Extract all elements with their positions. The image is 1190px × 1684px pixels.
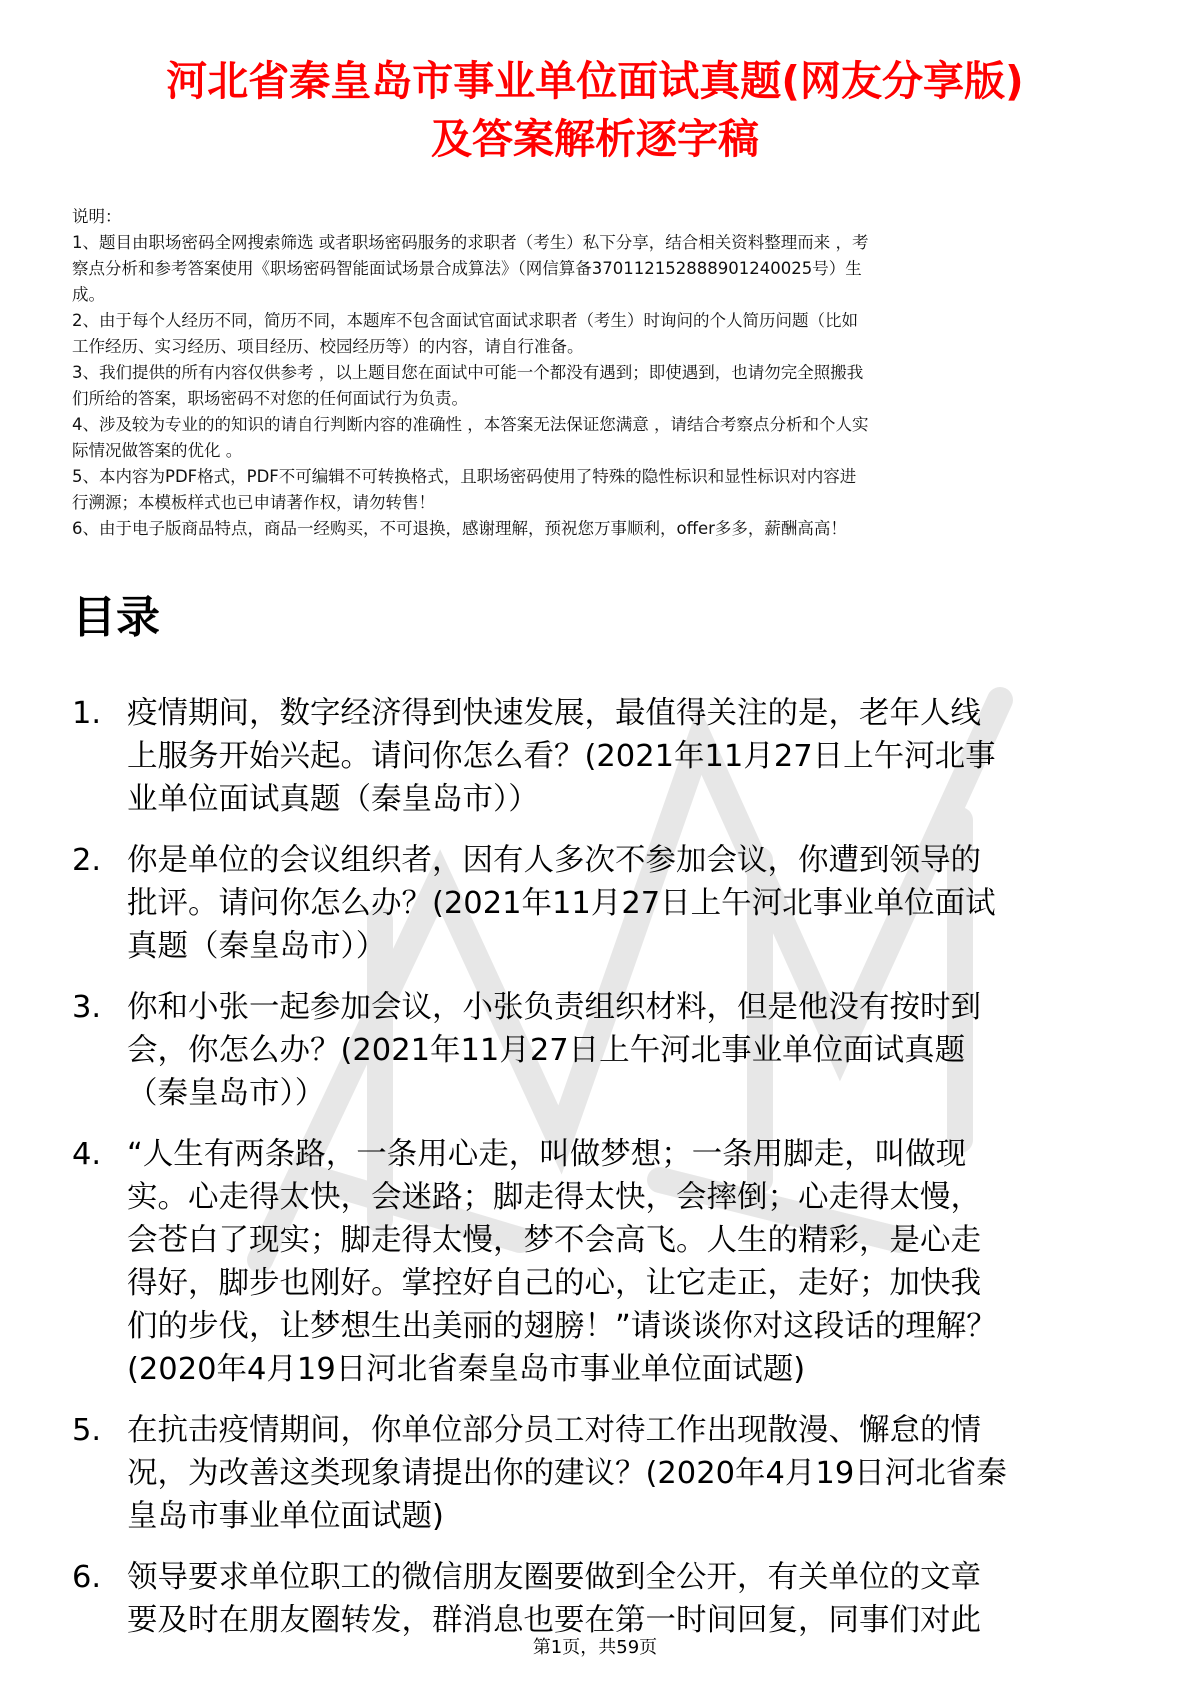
document-title xyxy=(60,52,1130,168)
note-line: 察点分析和参考答案使用《职场密码智能面试场景合成算法》（网信算备370112152888901240025号）生 xyxy=(72,259,862,278)
document-title-line: 河北省秦皇岛市事业单位面试真题(网友分享版) xyxy=(166,57,1024,105)
page-number-footer: 第1页，共59页 xyxy=(532,1637,658,1658)
note-line: 行溯源；本模板样式也已申请著作权，请勿转售！ xyxy=(72,493,435,512)
toc-item-text: 你和小张一起参加会议，小张负责组织材料，但是他没有按时到 xyxy=(127,990,981,1025)
toc-heading: 目录 xyxy=(72,592,160,643)
toc-item-text: 疫情期间，数字经济得到快速发展，最值得关注的是，老年人线 xyxy=(127,696,981,731)
toc-item-text: 得好，脚步也刚好。掌控好自己的心，让它走正，走好；加快我 xyxy=(127,1266,981,1301)
toc-item[interactable] xyxy=(72,839,1132,968)
note-line: 际情况做答案的优化 。 xyxy=(72,441,243,460)
toc-item-text: 会，你怎么办？(2021年11月27日上午河北事业单位面试真题 xyxy=(127,1033,966,1068)
toc-item-text: 要及时在朋友圈转发，群消息也要在第一时间回复，同事们对此 xyxy=(127,1603,981,1638)
toc-item[interactable] xyxy=(72,692,1132,821)
toc-item-number: 2. xyxy=(72,843,102,878)
note-line: 5、本内容为PDF格式，PDF不可编辑不可转换格式，且职场密码使用了特殊的隐性标识和显性标识对内容进 xyxy=(72,467,857,486)
note-line: 6、由于电子版商品特点，商品一经购买，不可退换，感谢理解，预祝您万事顺利，offer多多，薪酬高高！ xyxy=(72,519,847,538)
toc-item-text: 领导要求单位职工的微信朋友圈要做到全公开，有关单位的文章 xyxy=(127,1560,981,1595)
toc-item[interactable] xyxy=(72,1133,1132,1391)
toc-item-text: 你是单位的会议组织者，因有人多次不参加会议，你遭到领导的 xyxy=(127,843,981,878)
toc-item-text: 们的步伐，让梦想生出美丽的翅膀！”请谈谈你对这段话的理解？ xyxy=(127,1309,997,1344)
toc-item[interactable] xyxy=(72,1556,1132,1642)
toc-item-text: “人生有两条路，一条用心走，叫做梦想；一条用脚走，叫做现 xyxy=(127,1137,967,1172)
note-line: 2、由于每个人经历不同，简历不同，本题库不包含面试官面试求职者（考生）时询问的个人简历问题（比如 xyxy=(72,311,858,330)
note-line: 4、涉及较为专业的的知识的请自行判断内容的准确性 ，本答案无法保证您满意 ，请结合考察点分析和个人实 xyxy=(72,415,869,434)
toc-item-text: 会苍白了现实；脚走得太慢，梦不会高飞。人生的精彩，是心走 xyxy=(127,1223,981,1258)
toc-item-text: 实。心走得太快，会迷路；脚走得太快，会摔倒；心走得太慢， xyxy=(127,1180,981,1215)
note-line: 1、题目由职场密码全网搜索筛选 或者职场密码服务的求职者（考生）私下分享，结合相关资料整理而来 ，考 xyxy=(72,233,869,252)
toc-item[interactable] xyxy=(72,1409,1132,1538)
toc-item-text: 上服务开始兴起。请问你怎么看？(2021年11月27日上午河北事 xyxy=(127,739,996,774)
note-line: 们所给的答案，职场密码不对您的任何面试行为负责。 xyxy=(72,389,468,408)
toc-item-number: 1. xyxy=(72,696,102,731)
toc-item-number: 6. xyxy=(72,1560,102,1595)
note-line: 成。 xyxy=(72,285,105,304)
note-line: 工作经历、实习经历、项目经历、校园经历等）的内容，请自行准备。 xyxy=(72,337,584,356)
toc-item-text: （秦皇岛市）） xyxy=(127,1076,326,1111)
toc-item-number: 5. xyxy=(72,1413,102,1448)
toc-item-text: 真题（秦皇岛市）） xyxy=(127,929,387,964)
toc-item-text: 在抗击疫情期间，你单位部分员工对待工作出现散漫、懈怠的情 xyxy=(127,1413,981,1448)
toc-item-text: (2020年4月19日河北省秦皇岛市事业单位面试题) xyxy=(127,1352,806,1387)
document-title-line: 及答案解析逐字稿 xyxy=(431,115,759,163)
toc-item-text: 业单位面试真题（秦皇岛市）） xyxy=(127,782,539,817)
toc-item-number: 4. xyxy=(72,1137,102,1172)
note-line: 3、我们提供的所有内容仅供参考 ，以上题目您在面试中可能一个都没有遇到；即使遇到，也请勿完全照搬我 xyxy=(72,363,864,382)
toc-item[interactable] xyxy=(72,986,1132,1115)
disclaimer-notes xyxy=(72,204,1122,542)
toc-item-text: 批评。请问你怎么办？(2021年11月27日上午河北事业单位面试 xyxy=(127,886,996,921)
toc-item-text: 皇岛市事业单位面试题) xyxy=(127,1499,444,1534)
note-line: 说明： xyxy=(72,207,122,226)
toc-item-text: 况，为改善这类现象请提出你的建议？(2020年4月19日河北省秦 xyxy=(127,1456,1007,1491)
toc-item-number: 3. xyxy=(72,990,102,1025)
toc-list xyxy=(72,692,1132,1660)
